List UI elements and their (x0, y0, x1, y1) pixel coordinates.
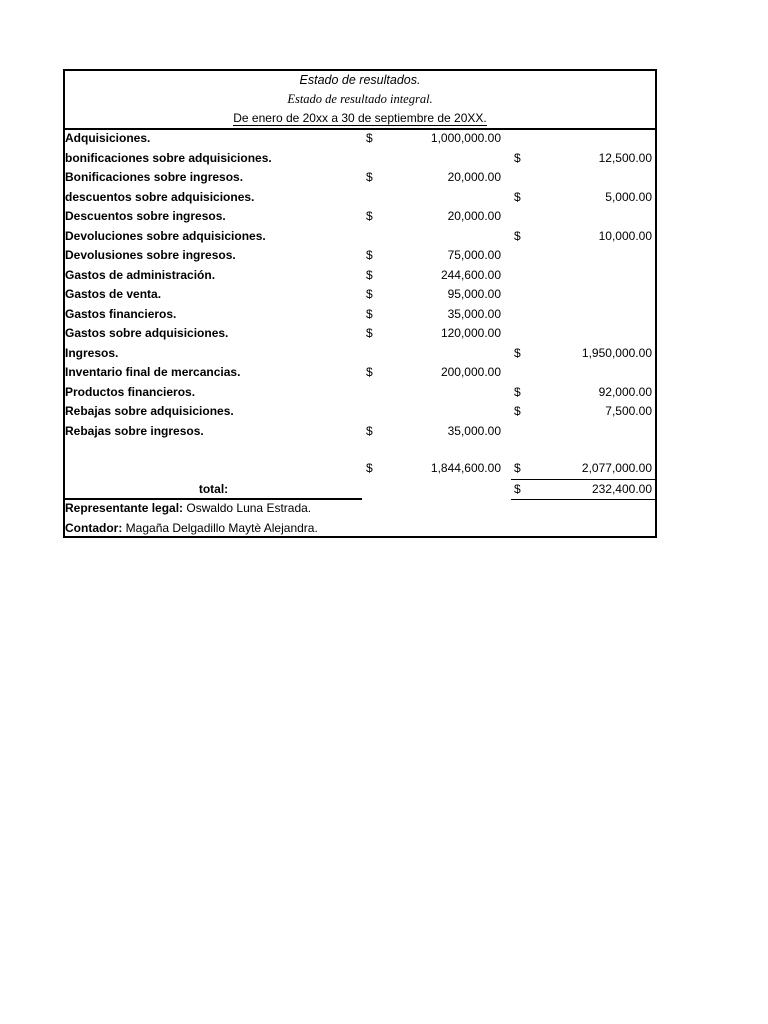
currency-symbol: $ (514, 404, 521, 418)
statement-row (65, 402, 655, 422)
statement-row (65, 285, 655, 305)
currency-symbol: $ (514, 345, 521, 360)
currency-symbol: $ (514, 461, 521, 475)
statement-row (65, 129, 655, 149)
account-label: Inventario final de mercancias. (65, 365, 241, 379)
statement-row (65, 227, 655, 247)
statement-row (65, 344, 655, 364)
statement-row (65, 246, 655, 266)
currency-symbol: $ (514, 384, 521, 399)
currency-symbol: $ (366, 267, 373, 282)
total-row (65, 480, 655, 500)
credit-amount: 92,000.00 (598, 384, 652, 399)
accountant-row (65, 519, 655, 539)
debit-amount: 20,000.00 (447, 209, 501, 223)
sums-row (65, 459, 655, 479)
credit-amount: 5,000.00 (605, 189, 652, 204)
account-label: Adquisiciones. (65, 131, 151, 145)
debit-amount: 75,000.00 (447, 248, 501, 262)
account-label: Descuentos sobre ingresos. (65, 209, 226, 223)
sum-debit: 1,844,600.00 (430, 461, 501, 475)
account-label: Rebajas sobre adquisiciones. (65, 404, 234, 418)
statement-row (65, 324, 655, 344)
currency-symbol: $ (514, 482, 521, 496)
account-label: Gastos de venta. (65, 287, 162, 301)
currency-symbol: $ (366, 170, 373, 184)
statement-row (65, 305, 655, 325)
debit-amount: 200,000.00 (440, 365, 501, 379)
currency-symbol: $ (514, 150, 521, 165)
currency-symbol: $ (514, 228, 521, 243)
legal-representative-row (65, 499, 655, 519)
statement-row (65, 188, 655, 208)
statement-row (65, 168, 655, 188)
statement-row (65, 383, 655, 403)
account-label: Gastos de administración. (65, 267, 216, 282)
accountant-label: Contador: (65, 521, 123, 535)
statement-header (65, 71, 655, 130)
debit-amount: 35,000.00 (447, 423, 501, 438)
account-label: Gastos financieros. (65, 306, 177, 321)
statement-title: Estado de resultados. (299, 73, 421, 87)
account-label: Rebajas sobre ingresos. (65, 423, 204, 438)
credit-amount: 12,500.00 (598, 150, 652, 165)
credit-amount: 7,500.00 (605, 404, 652, 418)
currency-symbol: $ (366, 423, 373, 438)
statement-subtitle: Estado de resultado integral. (287, 92, 433, 106)
account-label: Devoluciones sobre adquisiciones. (65, 228, 266, 243)
currency-symbol: $ (514, 189, 521, 204)
legal-rep-name: Oswaldo Luna Estrada. (186, 501, 312, 515)
statement-row (65, 149, 655, 169)
account-label: Bonificaciones sobre ingresos. (65, 170, 244, 184)
sum-credit: 2,077,000.00 (581, 461, 652, 475)
total-value: 232,400.00 (591, 482, 652, 496)
currency-symbol: $ (366, 248, 373, 262)
credit-amount: 10,000.00 (598, 228, 652, 243)
currency-symbol: $ (366, 209, 373, 223)
accountant-name: Magaña Delgadillo Maytè Alejandra. (125, 521, 318, 535)
currency-symbol: $ (366, 287, 373, 301)
statement-row (65, 363, 655, 383)
debit-amount: 20,000.00 (447, 170, 501, 184)
account-label: Gastos sobre adquisiciones. (65, 326, 229, 340)
debit-amount: 120,000.00 (440, 326, 501, 340)
debit-amount: 95,000.00 (447, 287, 501, 301)
currency-symbol: $ (366, 326, 373, 340)
account-label: Productos financieros. (65, 384, 196, 399)
statement-row (65, 266, 655, 286)
statement-row (65, 422, 655, 442)
total-label: total: (198, 482, 229, 496)
statement-row (65, 207, 655, 227)
income-statement-sheet (63, 69, 657, 538)
debit-amount: 35,000.00 (447, 306, 501, 321)
account-label: Devolusiones sobre ingresos. (65, 248, 236, 262)
currency-symbol: $ (366, 306, 373, 321)
account-label: bonificaciones sobre adquisiciones. (65, 150, 272, 165)
account-label: Ingresos. (65, 345, 119, 360)
currency-symbol: $ (366, 131, 373, 145)
statement-period (65, 109, 655, 128)
debit-amount: 244,600.00 (440, 267, 501, 282)
currency-symbol: $ (366, 365, 373, 379)
credit-amount: 1,950,000.00 (581, 345, 652, 360)
account-label: descuentos sobre adquisiciones. (65, 189, 255, 204)
legal-rep-label: Representante legal: (65, 501, 184, 515)
debit-amount: 1,000,000.00 (430, 131, 501, 145)
statement-period-text: De enero de 20xx a 30 de septiembre de 20XX. (233, 111, 487, 125)
currency-symbol: $ (366, 461, 373, 475)
